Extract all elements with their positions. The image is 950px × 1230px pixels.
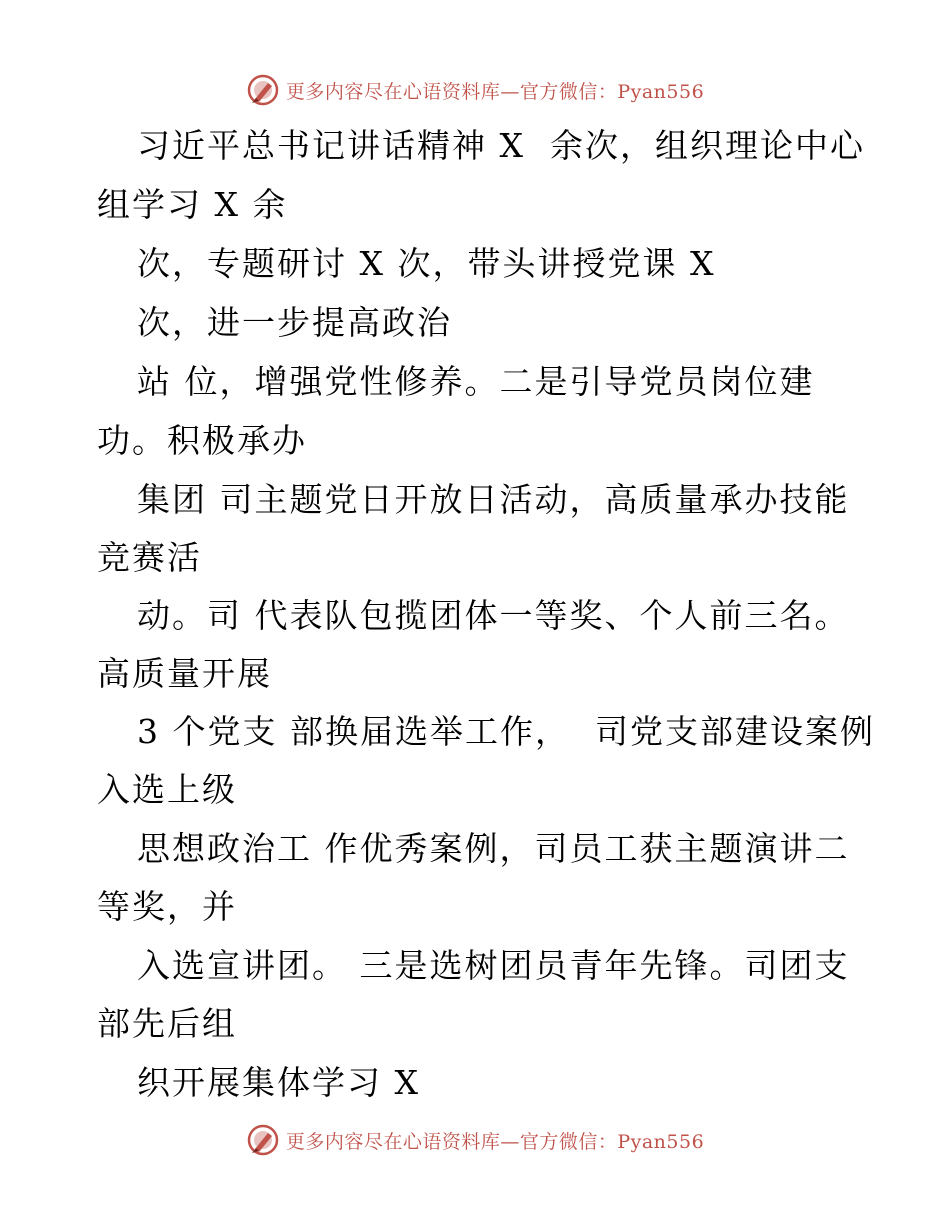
paragraph-line: 习近平总书记讲话精神 X 余次，组织理论中心	[137, 126, 865, 165]
paragraph-line: 入选宣讲团。 三是选树团员青年先锋。司团支	[137, 946, 850, 985]
header-watermark-text: 更多内容尽在心语资料库—官方微信：Pyan556	[285, 80, 705, 103]
paragraph-line: 入选上级	[97, 770, 237, 809]
paragraph-line: 3 个党支 部换届选举工作， 司党支部建设案例	[137, 712, 875, 751]
paragraph-line: 竞赛活	[97, 538, 202, 577]
pen-nib-logo-icon	[246, 1123, 280, 1157]
footer-watermark-banner	[0, 1120, 950, 1160]
paragraph-line: 集团 司主题党日开放日活动，高质量承办技能	[137, 480, 850, 519]
paragraph-line: 功。积极承办	[97, 421, 307, 460]
paragraph-line: 组学习 X 余	[97, 185, 288, 224]
paragraph-line: 站 位，增强党性修养。二是引导党员岗位建	[137, 362, 815, 401]
paragraph-line: 思想政治工 作优秀案例，司员工获主题演讲二	[137, 829, 850, 868]
paragraph-line: 高质量开展	[97, 654, 272, 693]
paragraph-line: 织开展集体学习 X	[137, 1063, 420, 1102]
paragraph-line: 次，专题研讨 X 次，带头讲授党课 X	[137, 244, 716, 283]
paragraph-line: 部先后组	[97, 1004, 237, 1043]
footer-watermark-text: 更多内容尽在心语资料库—官方微信：Pyan556	[285, 1130, 705, 1153]
paragraph-line: 次，进一步提高政治	[137, 303, 452, 342]
paragraph-line: 等奖，并	[97, 887, 237, 926]
paragraph-line: 动。司 代表队包揽团体一等奖、个人前三名。	[137, 596, 850, 635]
